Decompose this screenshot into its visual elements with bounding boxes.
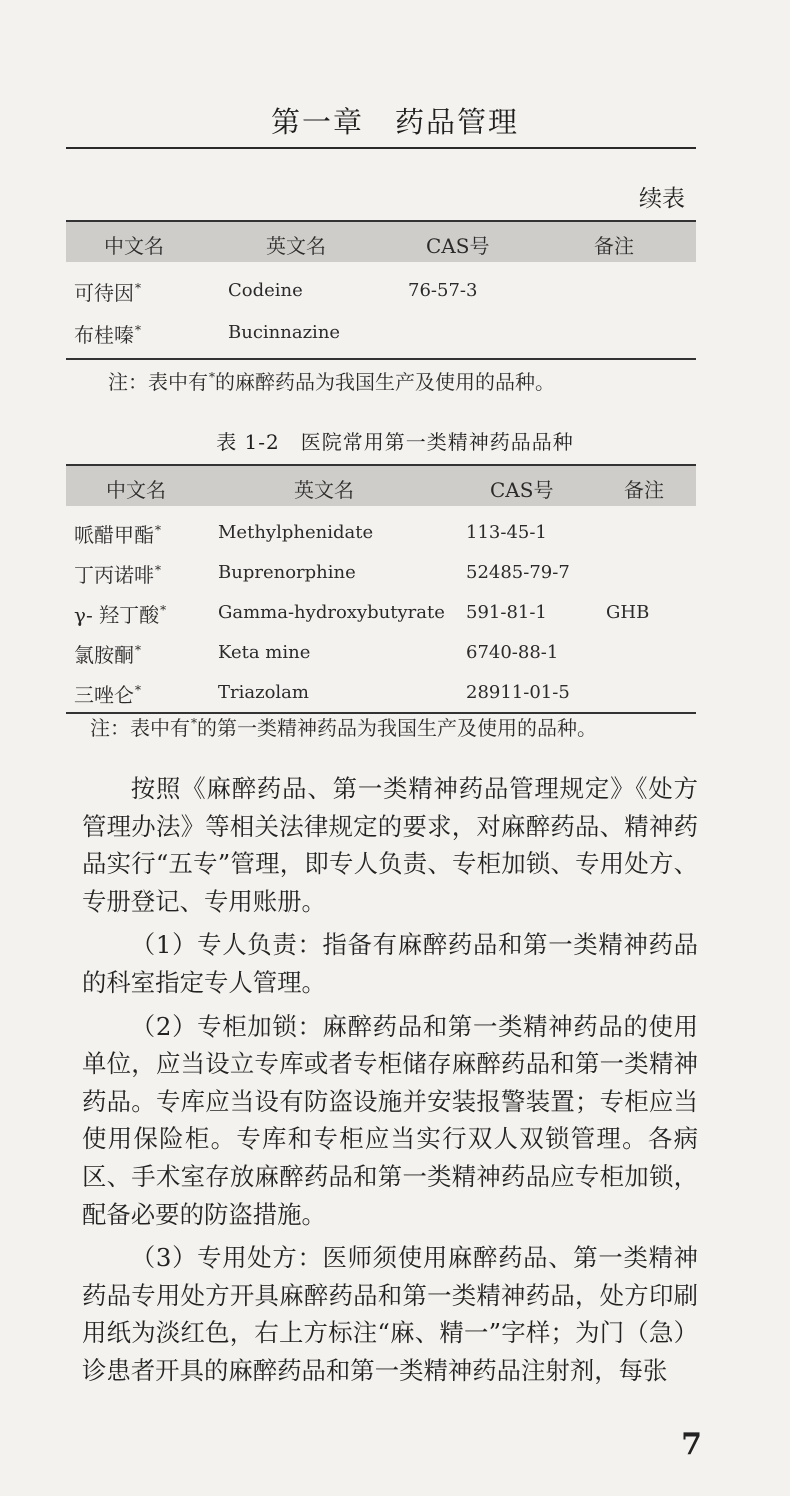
header-rule bbox=[66, 147, 696, 149]
table1-footnote: 注：表中有*的麻醉药品为我国生产及使用的品种。 bbox=[108, 370, 555, 394]
table-row bbox=[66, 550, 696, 590]
table2-caption: 表 1-2 医院常用第一类精神药品品种 bbox=[216, 430, 574, 454]
cas-number: 52485-79-7 bbox=[466, 562, 570, 583]
cas-number: 591-81-1 bbox=[466, 602, 547, 623]
cn-name: γ- 羟丁酸* bbox=[74, 603, 167, 627]
paragraph: （2）专柜加锁：麻醉药品和第一类精神药品的使用单位，应当设立专库或者专柜储存麻醉药品和第一类精神药品。专库应当设有防盗设施并安装报警装置；专柜应当使用保险柜。专库和专柜应当实行双人双锁管理。各病区、手术室存放麻醉药品和第一类精神药品应专柜加锁，配备必要的防盗措施。 bbox=[82, 1011, 698, 1229]
cn-name: 哌醋甲酯* bbox=[74, 523, 161, 547]
table-bottom-rule bbox=[66, 358, 696, 360]
table-header bbox=[66, 222, 696, 262]
continued-label: 续表 bbox=[639, 186, 685, 212]
paragraph: （1）专人负责：指备有麻醉药品和第一类精神药品的科室指定专人管理。 bbox=[82, 930, 698, 997]
paragraph: 按照《麻醉药品、第一类精神药品管理规定》《处方管理办法》等相关法律规定的要求，对麻醉药品、精神药品实行“五专”管理，即专人负责、专柜加锁、专用处方、专册登记、专用账册。 bbox=[82, 774, 698, 916]
cas-number: 113-45-1 bbox=[466, 522, 547, 543]
col-en-name: 英文名 bbox=[294, 478, 354, 502]
col-cn-name: 中文名 bbox=[104, 234, 164, 258]
psychotropics-table bbox=[66, 464, 696, 714]
table-row bbox=[66, 268, 696, 310]
cas-number: 76-57-3 bbox=[408, 280, 478, 301]
narcotics-table bbox=[66, 220, 696, 360]
cn-name: 可待因* bbox=[74, 281, 141, 305]
en-name: Keta mine bbox=[218, 642, 311, 663]
col-remark: 备注 bbox=[594, 234, 634, 258]
en-name: Buprenorphine bbox=[218, 562, 356, 583]
table2-footnote: 注：表中有*的第一类精神药品为我国生产及使用的品种。 bbox=[90, 716, 597, 740]
en-name: Codeine bbox=[228, 280, 303, 301]
chapter-title: 第一章 药品管理 bbox=[270, 105, 519, 139]
page-number: 7 bbox=[681, 1427, 702, 1462]
col-cas: CAS号 bbox=[426, 234, 490, 258]
table-header bbox=[66, 466, 696, 506]
col-remark: 备注 bbox=[624, 478, 664, 502]
remark: GHB bbox=[606, 602, 650, 623]
col-en-name: 英文名 bbox=[266, 234, 326, 258]
paragraph: （3）专用处方：医师须使用麻醉药品、第一类精神药品专用处方开具麻醉药品和第一类精神药品，处方印刷用纸为淡红色，右上方标注“麻、精一”字样；为门（急）诊患者开具的麻醉药品和第一类精神药品注射剂，每张 bbox=[82, 1243, 698, 1385]
table-row bbox=[66, 310, 696, 352]
en-name: Methylphenidate bbox=[218, 522, 374, 543]
cn-name: 三唑仑* bbox=[74, 683, 141, 707]
cn-name: 丁丙诺啡* bbox=[74, 563, 161, 587]
col-cas: CAS号 bbox=[490, 478, 554, 502]
en-name: Gamma-hydroxybutyrate bbox=[218, 602, 445, 623]
table-row bbox=[66, 670, 696, 710]
cn-name: 氯胺酮* bbox=[74, 643, 141, 667]
table-row bbox=[66, 590, 696, 630]
cas-number: 28911-01-5 bbox=[466, 682, 570, 703]
table-row bbox=[66, 630, 696, 670]
en-name: Triazolam bbox=[218, 682, 309, 703]
cn-name: 布桂嗪* bbox=[74, 323, 141, 347]
body-text bbox=[82, 770, 698, 1396]
cas-number: 6740-88-1 bbox=[466, 642, 559, 663]
en-name: Bucinnazine bbox=[228, 322, 341, 343]
table-row bbox=[66, 510, 696, 550]
col-cn-name: 中文名 bbox=[106, 478, 166, 502]
